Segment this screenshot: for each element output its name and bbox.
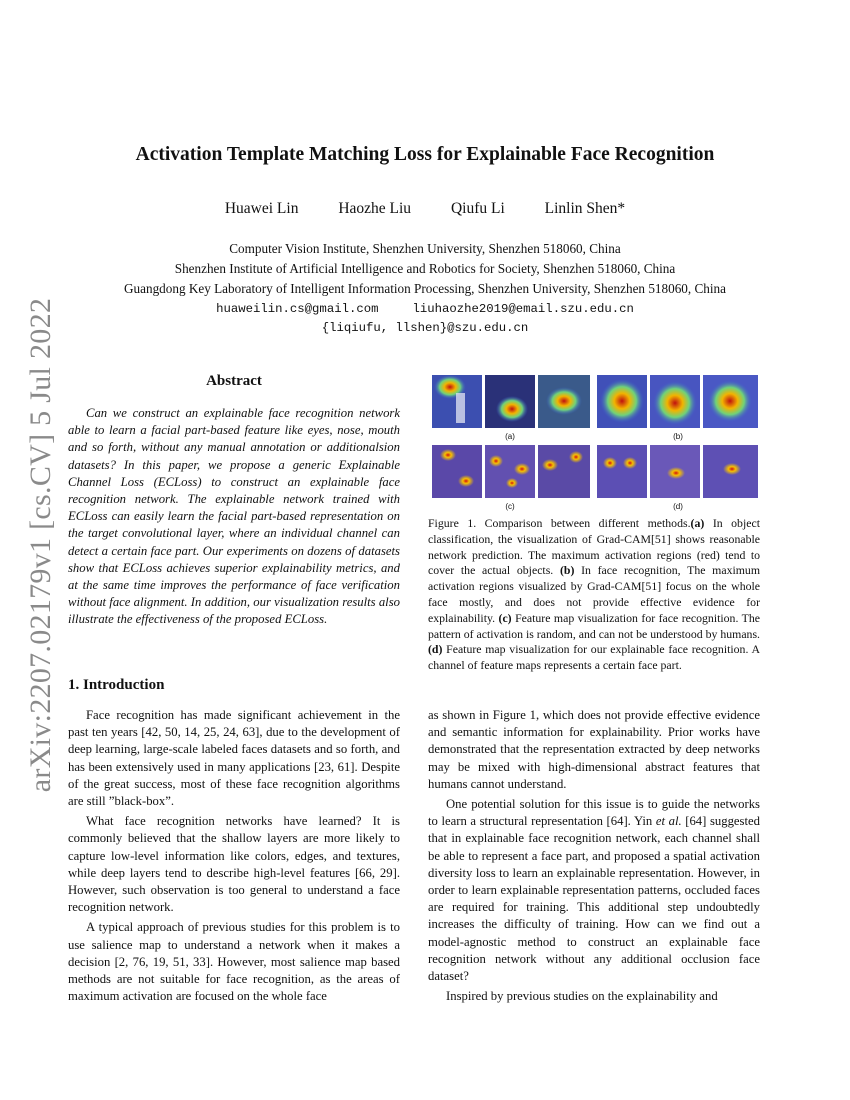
author: Huawei Lin: [224, 200, 299, 217]
email-line: [0, 321, 850, 335]
caption-text-a: In object classification, the visualization of Grad-CAM[51] shows reasonable network prediction. The maximum activation regions (red) tend to cover the actual objects.: [428, 516, 760, 578]
panel-c-label: (c): [505, 502, 515, 511]
paragraph: What face recognition networks have learned? It is commonly believed that the shallow layers are more likely to capture low-level information like colors, edges, and textures, while deep layers tend to describe high-level features [66, 29]. However, such observation is too general to understand a face recognition network.: [68, 814, 400, 915]
panel-c-image: [432, 445, 590, 498]
figure-1: [430, 373, 760, 513]
email[interactable]: huaweilin.cs@gmail.com: [216, 302, 379, 316]
author: Linlin Shen*: [544, 200, 626, 217]
affiliation: Computer Vision Institute, Shenzhen University, Shenzhen 518060, China: [229, 241, 621, 256]
caption-prefix: Figure 1. Comparison between different methods.: [428, 516, 691, 530]
caption-label-a: (a): [690, 516, 705, 530]
abstract-heading: Abstract: [206, 373, 262, 389]
caption-label-b: (b): [559, 563, 575, 578]
left-column-body: [68, 707, 400, 1008]
caption-label-c: (c): [498, 610, 512, 625]
email[interactable]: liuhaozhe2019@email.szu.edu.cn: [412, 302, 634, 316]
panel-a-image: [432, 375, 590, 428]
paragraph-text: One potential solution for this issue is to guide the networks to learn a structural representation [64]. Yin: [428, 797, 760, 829]
caption-text-b: In face recognition, The maximum activation regions visualized by Grad-CAM[51] focus on the whole face mostly, and does not provide effective evidence for explainability.: [428, 563, 760, 625]
caption-text-c: Feature map visualization for face recognition. The pattern of activation is random, and can not be understood by humans.: [428, 610, 760, 641]
panel-d-label: (d): [673, 502, 683, 511]
email[interactable]: {liqiufu, llshen}@szu.edu.cn: [321, 321, 529, 335]
panel-b-image: [597, 375, 758, 428]
paragraph: Face recognition has made significant achievement in the past ten years [42, 50, 14, 25, 24, 63], due to the development of deep learning, large-scale labeled faces datasets and so forth, and has been extensively used in many applications [23, 61]. Despite of the great success, most of these face recognition algorithms are still ”black-box”.: [68, 708, 400, 809]
paragraph-text: et al.: [655, 814, 682, 829]
author-list: [0, 200, 850, 218]
paragraph: A typical approach of previous studies for this problem is to use salience map to understand a network when it makes a decision [2, 76, 19, 51, 33]. However, most salience map based methods are not suitable for face recognition, as the areas of maximum activation are focused on the whole face: [68, 920, 400, 1004]
panel-a-label: (a): [505, 432, 515, 441]
affiliation: Shenzhen Institute of Artificial Intelligence and Robotics for Society, Shenzhen 518060, China: [174, 261, 676, 276]
email-line: [0, 302, 850, 316]
paragraph-text: [64] suggested that in explainable face recognition network, each channel shall be able to represent a face part, and proposed a spatial activation diversity loss to learn an explainable representation. However, in order to learn explainable representation patterns, occluded faces are required for training. This additional step undoubtedly increases the difficulty of training. How can we find out a model-agnostic method to construct an explainable face recognition network without any additional occlusion face dataset?: [428, 814, 760, 984]
arxiv-watermark: [20, 297, 62, 793]
caption-text-d: Feature map visualization for our explainable face recognition. A channel of feature maps represents a certain face part.: [428, 642, 760, 673]
panel-b-label: (b): [673, 432, 683, 441]
author: Haozhe Liu: [338, 200, 412, 217]
author: Qiufu Li: [450, 200, 505, 217]
arxiv-id: arXiv:2207.02179v1 [cs.CV] 5 Jul 2022: [24, 297, 57, 793]
abstract-text: Can we construct an explainable face recognition network able to learn a facial part-based feature like eyes, nose, mouth and so forth, without any manual annotation or additionalsion datasets? In this paper, we propose a generic Explainable Channel Loss (ECLoss) to construct an explainable face recognition network. The explainable network trained with ECLoss can easily learn the facial part-based representation on the target convolutional layer, where an individual channel can detect a certain face part. Our experiments on dozens of datasets show that ECLoss achieves superior explainability metrics, and at the same time improves the performance of face verification without face alignment. In addition, our visualization results also illustrate the effectiveness of the proposed ECLoss.: [68, 406, 400, 627]
affiliation: Guangdong Key Laboratory of Intelligent Information Processing, Shenzhen University, Shenzhen 518060, China: [124, 281, 726, 296]
paragraph: as shown in Figure 1, which does not provide effective evidence and semantic information for explainability. Prior works have demonstrated that the representation extracted by deep networks may be mixed with high-dimensional abstract features that humans cannot understand.: [428, 708, 760, 791]
paragraph: Inspired by previous studies on the explainability and: [446, 989, 718, 1004]
figure-1-caption: [428, 516, 760, 674]
section-heading-introduction: 1. Introduction: [68, 677, 165, 693]
right-column-body: [428, 707, 760, 1008]
paper-title: Activation Template Matching Loss for Explainable Face Recognition: [135, 144, 715, 165]
caption-label-d: (d): [428, 642, 443, 657]
paragraph: [428, 796, 760, 985]
panel-d-image: [597, 445, 758, 498]
